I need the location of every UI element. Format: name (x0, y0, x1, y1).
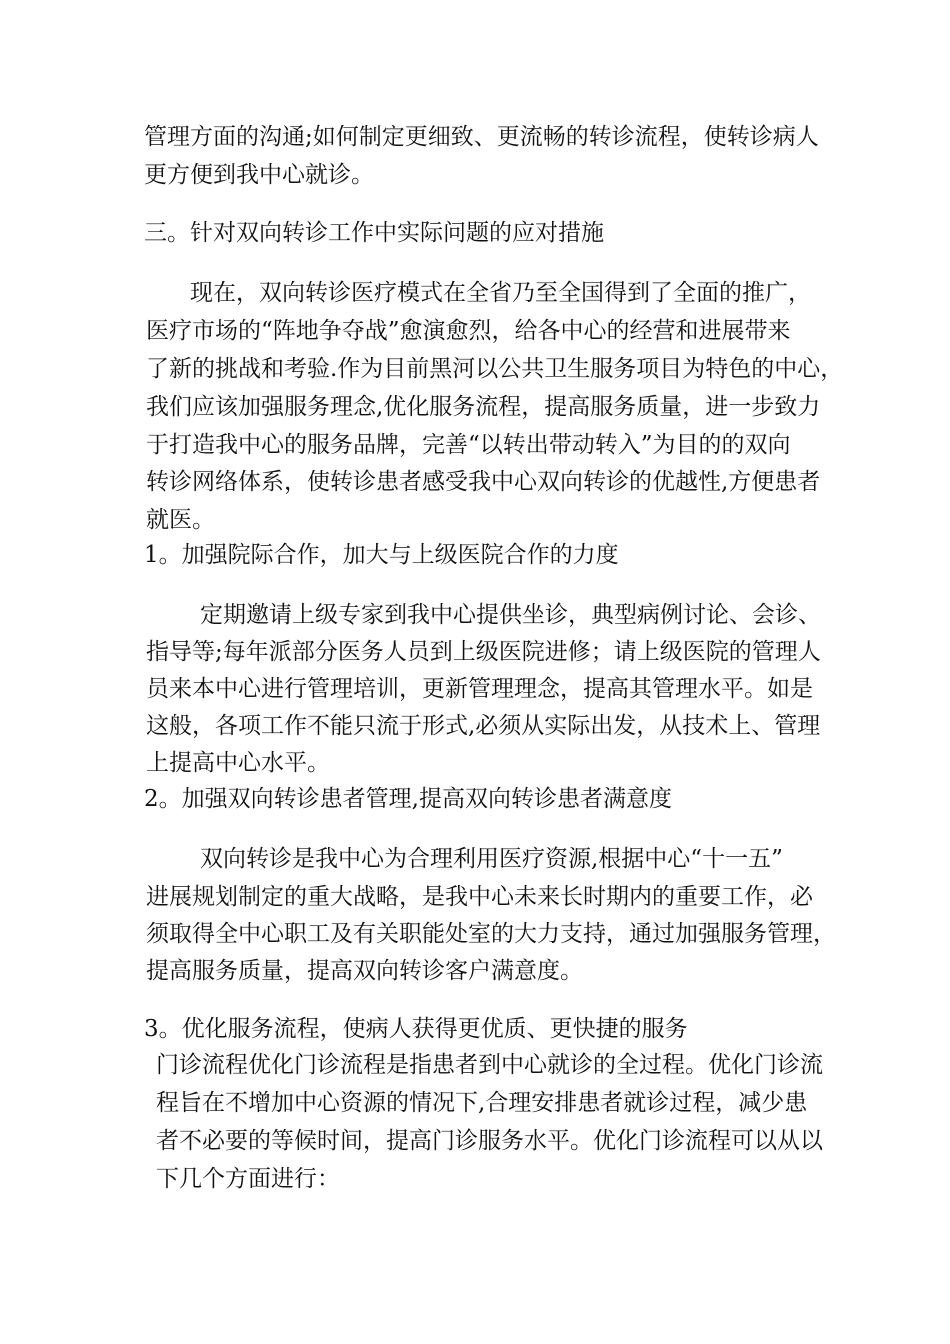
item-body-line: 下几个方面进行： (156, 1166, 340, 1192)
item-body-line: 上提高中心水平。 (146, 750, 330, 776)
item-body-line: 提高服务质量，提高双向转诊客户满意度。 (146, 958, 583, 984)
item-heading: 1。加强院际合作，加大与上级医院合作的力度 (144, 542, 619, 568)
item-body-line: 进展规划制定的重大战略，是我中心未来长时期内的重要工作，必 (146, 884, 813, 910)
intro-line: 管理方面的沟通;如何制定更细致、更流畅的转诊流程，使转诊病人 (144, 124, 819, 150)
item-body-line: 定期邀请上级专家到我中心提供坐诊，典型病例讨论、会诊、 (200, 602, 821, 628)
item-body-line: 指导等;每年派部分医务人员到上级医院进修；请上级医院的管理人 (146, 639, 821, 665)
intro-line: 更方便到我中心就诊。 (144, 162, 374, 188)
item-body-line: 须取得全中心职工及有关职能处室的大力支持，通过加强服务管理， (146, 921, 836, 947)
item-heading: 3。优化服务流程，使病人获得更优质、更快捷的服务 (144, 1016, 688, 1042)
section-body-line: 于打造我中心的服务品牌，完善“以转出带动转入”为目的的双向 (146, 432, 791, 458)
item-body-line: 门诊流程优化门诊流程是指患者到中心就诊的全过程。优化门诊流 (156, 1052, 823, 1078)
item-body-line: 者不必要的等候时间，提高门诊服务水平。优化门诊流程可以从以 (156, 1128, 823, 1154)
section-body-line: 了新的挑战和考验.作为目前黑河以公共卫生服务项目为特色的中心， (146, 356, 844, 382)
section-body-line: 我们应该加强服务理念,优化服务流程，提高服务质量，进一步致力 (146, 394, 821, 420)
item-heading: 2。加强双向转诊患者管理,提高双向转诊患者满意度 (144, 786, 672, 812)
item-body-line: 程旨在不增加中心资源的情况下,合理安排患者就诊过程，减少患 (156, 1090, 808, 1116)
section-body-line: 医疗市场的“阵地争夺战”愈演愈烈，给各中心的经营和进展带来 (146, 318, 791, 344)
item-body-line: 双向转诊是我中心为合理利用医疗资源,根据中心“十一五” (200, 846, 783, 872)
item-body-line: 员来本中心进行管理培训，更新管理理念，提高其管理水平。如是 (146, 676, 813, 702)
section-body-line: 现在，双向转诊医疗模式在全省乃至全国得到了全面的推广， (190, 280, 811, 306)
section-body-line: 就医。 (146, 507, 215, 533)
section-body-line: 转诊网络体系，使转诊患者感受我中心双向转诊的优越性,方便患者 (146, 469, 821, 495)
item-body-line: 这般，各项工作不能只流于形式,必须从实际出发，从技术上、管理 (146, 713, 821, 739)
section-heading: 三。针对双向转诊工作中实际问题的应对措施 (144, 220, 604, 246)
